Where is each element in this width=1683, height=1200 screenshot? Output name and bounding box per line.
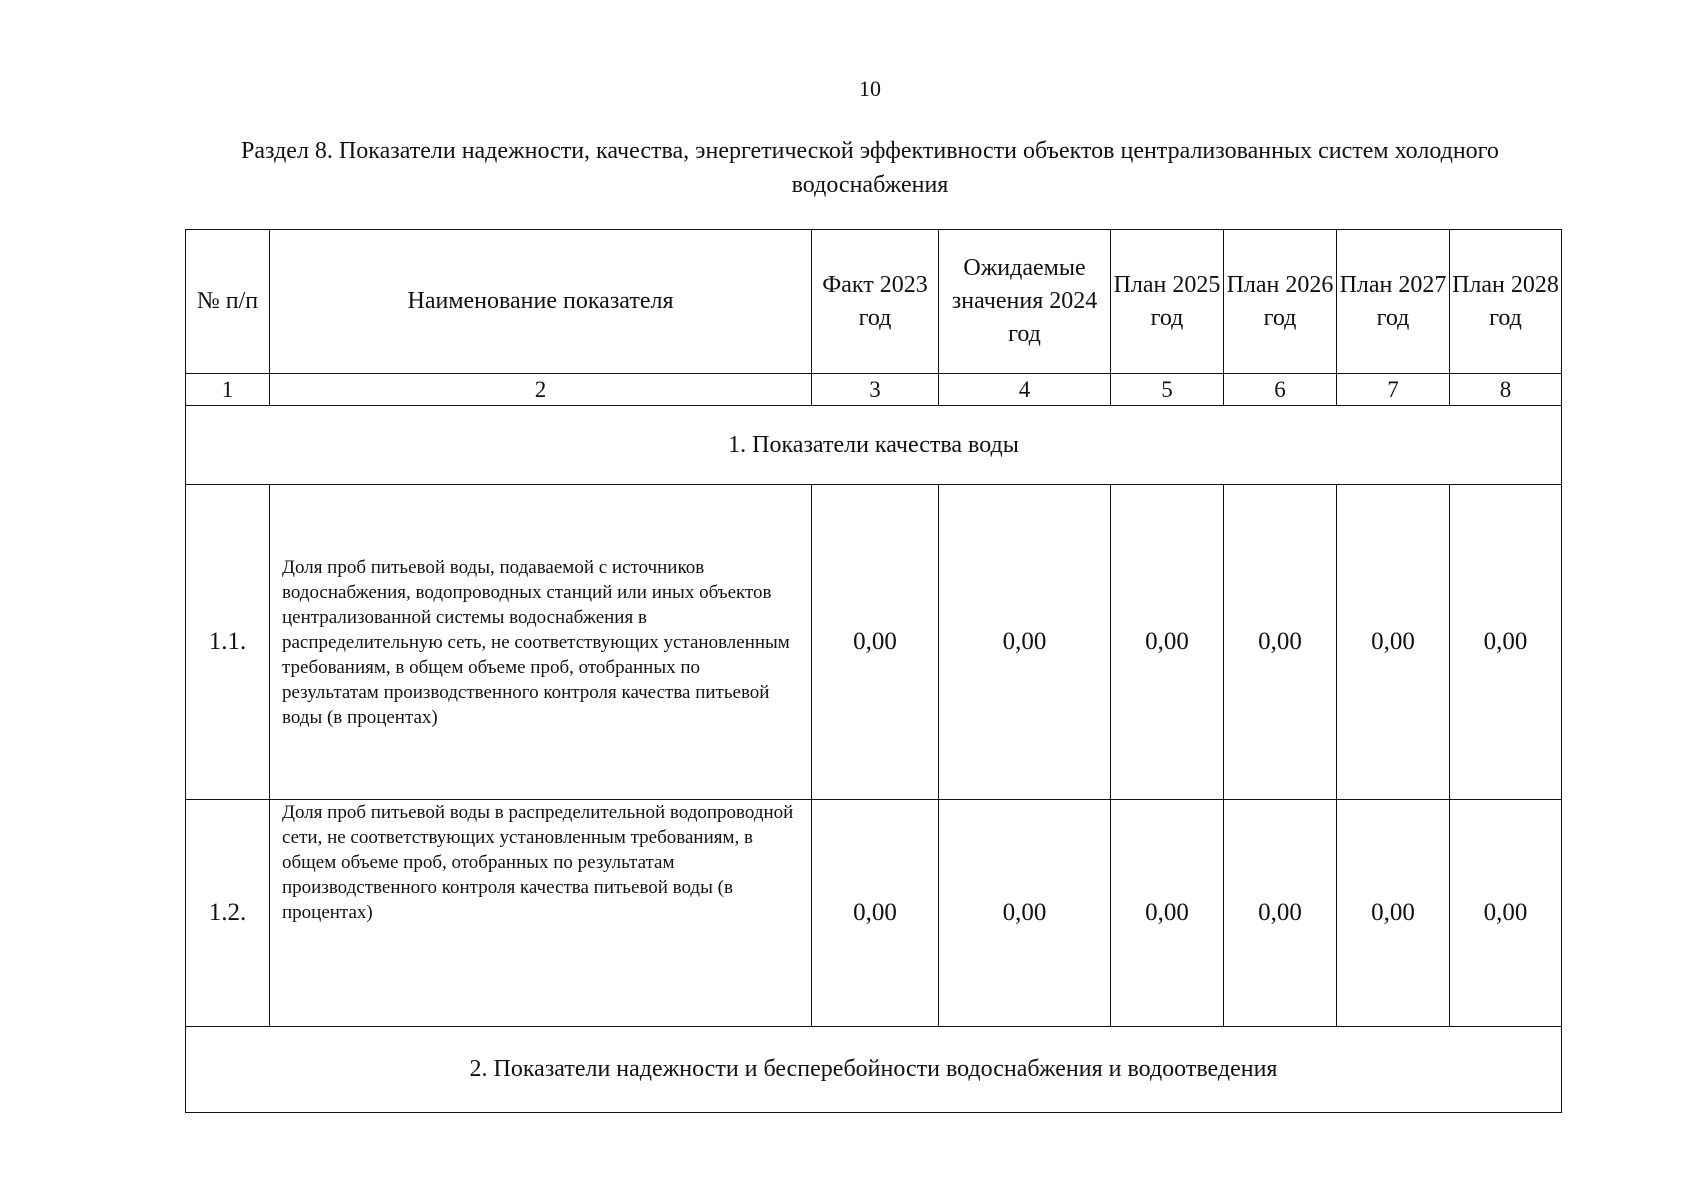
column-number: 7 — [1337, 374, 1450, 406]
column-number: 8 — [1450, 374, 1562, 406]
page-number: 10 — [859, 76, 881, 101]
header-fact-2023: Факт 2023 год — [812, 230, 939, 374]
section-title — [120, 134, 1620, 202]
indicator-name: Доля проб питьевой воды в распределительной водопроводной сети, не соответствующих установленным требованиям, в общем объеме проб, отобранных по результатам производственного контроля качества питьевой воды (в процентах) — [270, 800, 812, 1027]
row-number: 1.2. — [186, 800, 270, 1027]
value-fact-2023: 0,00 — [812, 485, 939, 800]
value-plan-2026: 0,00 — [1224, 800, 1337, 1027]
value-fact-2023: 0,00 — [812, 800, 939, 1027]
value-plan-2027: 0,00 — [1337, 800, 1450, 1027]
section-row-reliability — [186, 1027, 1562, 1113]
value-plan-2026: 0,00 — [1224, 485, 1337, 800]
header-plan-2027: План 2027 год — [1337, 230, 1450, 374]
section-row-water-quality — [186, 406, 1562, 485]
section-title-line2: водоснабжения — [791, 172, 949, 198]
table-row — [186, 485, 1562, 800]
value-expected-2024: 0,00 — [939, 485, 1111, 800]
column-number: 2 — [270, 374, 812, 406]
header-name: Наименование показателя — [270, 230, 812, 374]
value-plan-2028: 0,00 — [1450, 800, 1562, 1027]
row-number: 1.1. — [186, 485, 270, 800]
header-plan-2028: План 2028 год — [1450, 230, 1562, 374]
value-plan-2025: 0,00 — [1111, 485, 1224, 800]
section-heading-water-quality: 1. Показатели качества воды — [186, 406, 1562, 485]
column-number: 4 — [939, 374, 1111, 406]
indicator-name: Доля проб питьевой воды, подаваемой с источников водоснабжения, водопроводных станций или иных объектов централизованной системы водоснабжения в распределительную сеть, не соответствующих установленным требованиям, в общем объеме проб, отобранных по результатам производственного контроля качества питьевой воды (в процентах) — [270, 485, 812, 800]
table-row — [186, 800, 1562, 1027]
column-number-row — [186, 374, 1562, 406]
column-number: 1 — [186, 374, 270, 406]
section-title-line1: Раздел 8. Показатели надежности, качества, энергетической эффективности объектов централизованных систем холодного — [241, 138, 1499, 164]
header-plan-2025: План 2025 год — [1111, 230, 1224, 374]
section-heading-reliability: 2. Показатели надежности и бесперебойности водоснабжения и водоотведения — [186, 1027, 1562, 1113]
header-expected-2024: Ожидаемые значения 2024 год — [939, 230, 1111, 374]
indicators-table — [185, 229, 1562, 1113]
value-plan-2025: 0,00 — [1111, 800, 1224, 1027]
value-plan-2027: 0,00 — [1337, 485, 1450, 800]
column-number: 5 — [1111, 374, 1224, 406]
header-num: № п/п — [186, 230, 270, 374]
column-number: 6 — [1224, 374, 1337, 406]
header-plan-2026: План 2026 год — [1224, 230, 1337, 374]
value-plan-2028: 0,00 — [1450, 485, 1562, 800]
header-row — [186, 230, 1562, 374]
column-number: 3 — [812, 374, 939, 406]
value-expected-2024: 0,00 — [939, 800, 1111, 1027]
